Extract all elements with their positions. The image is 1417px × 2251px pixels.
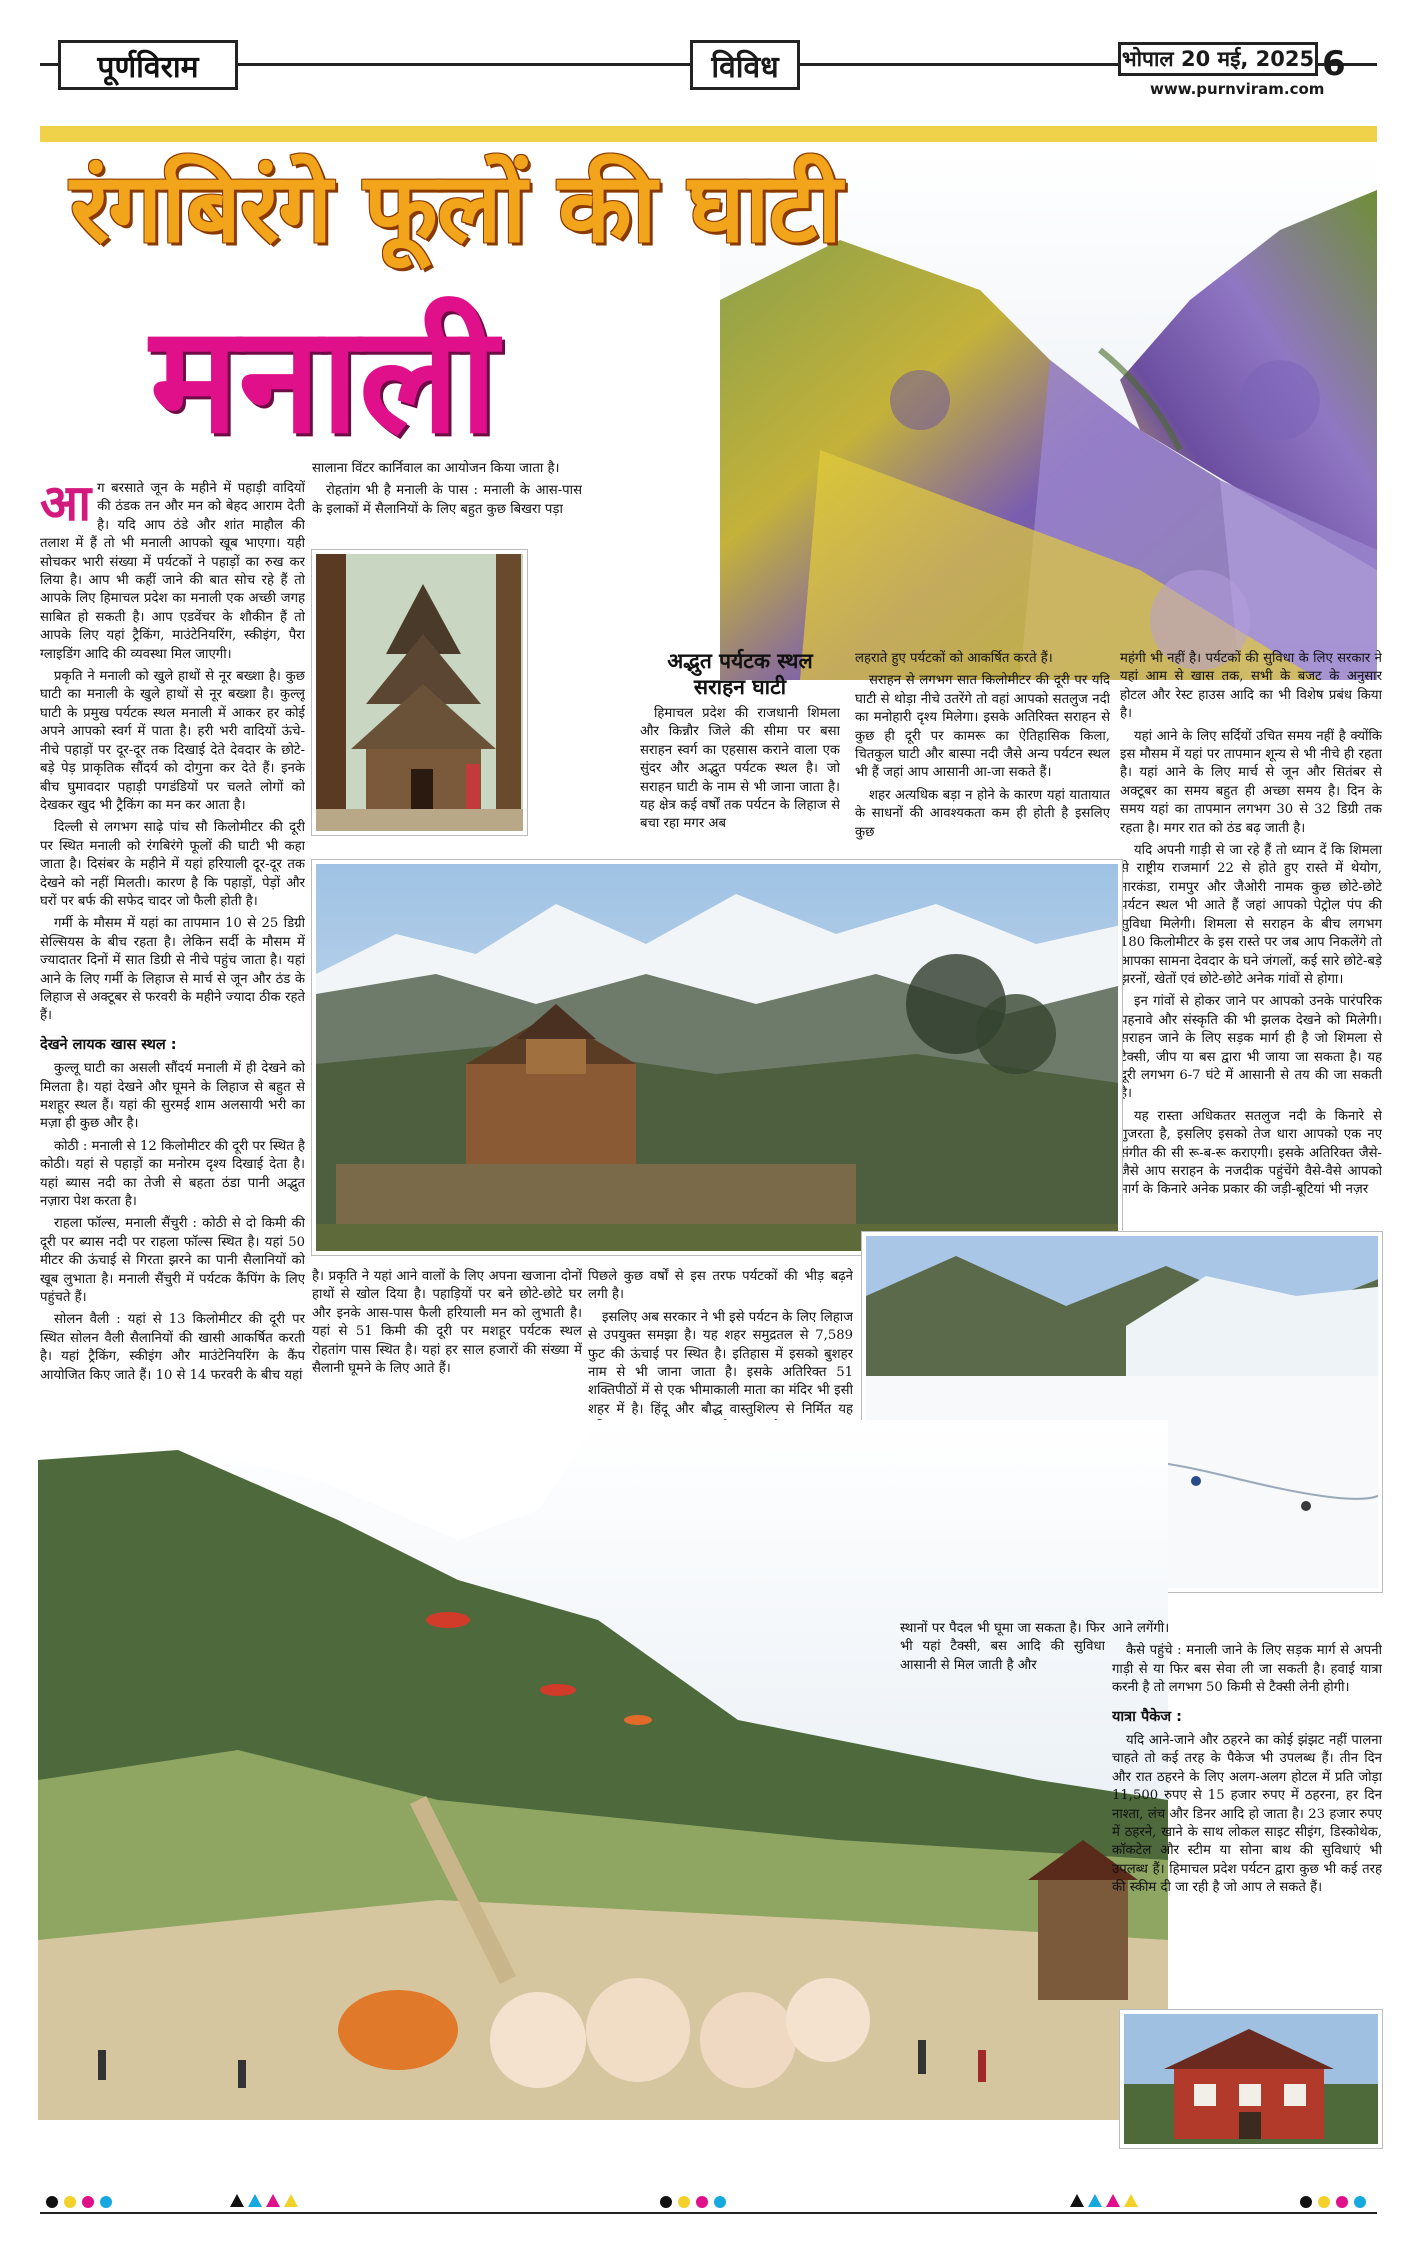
paragraph: कोठी : मनाली से 12 किलोमीटर की दूरी पर स्थित है कोठी। यहां से पहाड़ों का मनोरम दृश्य दिखाई देता है। यहां ब्यास नदी का तेजी से बहता ठंडा पानी अद्भुत नज़ारा पेश करता है। (40, 1138, 305, 1210)
registration-triangle (266, 2194, 280, 2207)
registration-dot (714, 2196, 726, 2208)
footer-rule (40, 2212, 1377, 2214)
section-box (690, 40, 800, 90)
registration-dot (1354, 2196, 1366, 2208)
box-heading-sarahan: अद्भुत पर्यटक स्थल सराहन घाटी (667, 649, 813, 699)
paragraph: पिछले कुछ वर्षों से इस तरफ पर्यटकों की भीड़ बढ़ने लगी है। (588, 1269, 853, 1303)
solang-illustration (38, 1420, 1168, 2120)
article-column-6-bottom (900, 1620, 1105, 1715)
paragraph: सोलन वैली : यहां से 13 किलोमीटर की दूरी पर स्थित सोलन वैली सैलानियों की खासी आकर्षित करती है। यहां ट्रैकिंग, स्कीइंग और माउंटेनियरिंग के कैंप आयोजित किए जाते हैं। 10 से 14 फरवरी के बीच यहां (40, 1312, 305, 1383)
subheading-package: यात्रा पैकेज : (1112, 1708, 1182, 1725)
article-column-2-top (312, 460, 582, 540)
registration-dot (696, 2196, 708, 2208)
subheading-places: देखने लायक खास स्थल : (40, 1036, 177, 1053)
headline-secondary: मनाली (150, 294, 498, 466)
registration-dot (678, 2196, 690, 2208)
registration-triangle (1088, 2194, 1102, 2207)
registration-dot (100, 2196, 112, 2208)
temple-illustration (316, 554, 527, 835)
paragraph: गर्मी के मौसम में यहां का तापमान 10 से 25 डिग्री सेल्सियस के बीच रहता है। लेकिन सर्दी के मौसम में ज्यादातर दिनों में सात डिग्री से नीचे पहुंच जाता है। यहां आने के लिए गर्मी के लिहाज से मार्च से जून और ठंड के लिहाज से अक्टूबर से फरवरी के महीने ज्यादा ठीक रहते हैं। (40, 916, 305, 1024)
registration-triangle (248, 2194, 262, 2207)
red-cottage-photo (1120, 2010, 1382, 2148)
registration-triangle (284, 2194, 298, 2207)
paragraph: यहां आने के लिए सर्दियों उचित समय नहीं है क्योंकि इस मौसम में यहां पर तापमान शून्य से भी नीचे ही रहता है। यहां आने के लिए मार्च से जून और सितंबर से अक्टूबर का समय बहुत ही अच्छा समय है। दिन के समय यहां का तापमान लगभग 30 से 32 डिग्री तक रहता है। मगर रात को ठंड बढ़ जाती है। (1120, 728, 1382, 836)
registration-dot (1336, 2196, 1348, 2208)
website-url: www.purnviram.com (1150, 80, 1325, 98)
paragraph: इन गांवों से होकर जाने पर आपको उनके पारंपरिक पहनावे और संस्कृति की भी झलक देखने को मिलेगी। सराहन जाने के लिए सड़क मार्ग ही है जो शिमला से टैक्सी, जीप या बस द्वारा भी जाया जा सकता है। यह दूरी लगभग 6-7 घंटे में आसानी से तय की जा सकती है। (1120, 994, 1382, 1102)
sarahan-temple-valley-photo (312, 860, 1122, 1255)
article-column-3-top (640, 705, 840, 845)
registration-triangle (1070, 2194, 1084, 2207)
paragraph: यदि आने-जाने और ठहरने का कोई झंझट नहीं पालना चाहते तो कई तरह के पैकेज भी उपलब्ध हैं। तीन दिन और रात ठहरने के लिए अलग-अलग होटल में प्रति जोड़ा 11,500 रुपए से 15 हजार रुपए में ठहरना, हर दिन नाश्ता, लंच और डिनर आदि हो जाता है। 23 हजार रुपए में ठहरने, खाने के साथ लोकल साइट सीइंग, डिस्कोथेक, कॉकटेल और स्टीम या सोना बाथ की सुविधाएं भी उपलब्ध हैं। हिमाचल प्रदेश पर्यटन द्वारा कुछ भी कई तरह की स्कीम दी जा रही है जो आप ले सकते हैं। (1112, 1733, 1382, 1896)
paragraph: लहराते हुए पर्यटकों को आकर्षित करते हैं। (855, 651, 1053, 666)
registration-dot (1318, 2196, 1330, 2208)
paragraph: है। प्रकृति ने यहां आने वालों के लिए अपना खजाना दोनों हाथों से खोल दिया है। पहाड़ियों पर बने छोटे-छोटे घर और इनके आस-पास फैली हरियाली मन को लुभाती है। यहां से 51 किमी की दूरी पर मशहूर पर्यटक स्थल रोहतांग पास स्थित है। यहां हर साल हजारों की संख्या में सैलानी घूमने के लिए आते हैं। (312, 1269, 582, 1377)
registration-triangle (230, 2194, 244, 2207)
registration-dot (82, 2196, 94, 2208)
article-column-4-top (855, 650, 1110, 850)
article-column-7-bottom (1112, 1620, 1382, 2000)
paragraph: कैसे पहुंचे : मनाली जाने के लिए सड़क मार्ग से अपनी गाड़ी से या फिर बस सेवा ली जा सकती है। हवाई यात्रा करनी है तो लगभग 50 किमी से टैक्सी लेनी होगी। (1112, 1643, 1382, 1696)
paragraph: स्थानों पर पैदल भी घूमा जा सकता है। फिर भी यहां टैक्सी, बस आदि की सुविधा आसानी से मिल जाती है और (900, 1621, 1105, 1673)
registration-dot (660, 2196, 672, 2208)
registration-dot (64, 2196, 76, 2208)
paragraph: शहर अत्यधिक बड़ा न होने के कारण यहां यातायात के साधनों की आवश्यकता कम ही होती है इसलिए कुछ (855, 787, 1110, 840)
paragraph: दिल्ली से लगभग साढ़े पांच सौ किलोमीटर की दूरी पर स्थित मनाली को रंगबिरंगे फूलों की घाटी भी कहा जाता है। दिसंबर के महीने में यहां हरियाली दूर-दूर तक देखने को नहीं मिलती। कारण है कि पहाड़ों, पेड़ों और घरों पर बर्फ की सफेद चादर जो फैली होती है। (40, 820, 305, 909)
valley-illustration (316, 864, 1122, 1255)
paragraph: कुल्लू घाटी का असली सौंदर्य मनाली में ही देखने को मिलता है। यहां देखने और घूमने के लिहाज से बहुत से मशहूर स्थल हैं। यहां की सुरमई शाम अलसायी भरी का मज़ा ही कुछ और है। (40, 1061, 305, 1132)
page-number: 6 (1322, 44, 1346, 84)
headline-primary: रंगबिरंगे फूलों की घाटी (70, 152, 841, 264)
article-column-5 (1120, 650, 1382, 1225)
paragraph: यदि अपनी गाड़ी से जा रहे हैं तो ध्यान दें कि शिमला से राष्ट्रीय राजमार्ग 22 से होते हुए रास्ते में थेयोग, नारकंडा, रामपुर और जैओरी नामक कुछ छोटे-छोटे पर्यटन स्थल भी आते हैं जहां आपको पेट्रोल पंप की सुविधा मिलेगी। शिमला से सराहन के बीच लगभग 180 किलोमीटर के इस रास्ते पर जब आप निकलेंगे तो आपका सामना देवदार के घने जंगलों, कई सारे छोटे-बड़े झरनों, खेतों एवं छोटे-छोटे अनेक गांवों से होगा। (1120, 843, 1382, 987)
cottage-illustration (1124, 2014, 1382, 2148)
paragraph: राहला फॉल्स, मनाली सैंचुरी : कोठी से दो किमी की दूरी पर ब्यास नदी पर राहला फॉल्स स्थित है। यहां 50 मीटर की ऊंचाई से गिरता झरने का पानी सैलानियों को खूब लुभाता है। मनाली सैंचुरी में पर्यटक कैंपिंग के लिए पहुंचते हैं। (40, 1216, 305, 1306)
logo-box (58, 40, 238, 90)
article-column-2-bottom (312, 1268, 582, 1408)
newspaper-logo: पूर्णविराम (97, 49, 199, 85)
paragraph: महंगी भी नहीं है। पर्यटकों की सुविधा के लिए सरकार ने यहां आम से खास तक, सभी के बजट के अनुसार होटल और रेस्ट हाउस आदि का भी विशेष प्रबंध किया है। (1120, 651, 1382, 722)
paragraph: रोहतांग भी है मनाली के पास : मनाली के आस-पास के इलाकों में सैलानियों के लिए बहुत कुछ बिखरा पड़ा (312, 483, 582, 517)
registration-triangle (1106, 2194, 1120, 2207)
registration-triangle (1124, 2194, 1138, 2207)
article-column-1 (40, 480, 305, 1400)
registration-dot (46, 2196, 58, 2208)
paragraph: इसलिए अब सरकार ने भी इसे पर्यटन के लिए लिहाज से उपयुक्त समझा है। यह शहर समुद्रतल से 7,589 फुट की ऊंचाई पर स्थित है। इतिहास में इसको बुशहर नाम से भी जाना जाता है। इसके अतिरिक्त 51 शक्तिपीठों में से एक भीमाकाली माता का मंदिर भी इसी शहर में है। हिंदू और बौद्ध वास्तुशिल्प से निर्मित यह (588, 1309, 853, 1417)
paragraph: आने लगेंगी। (1112, 1621, 1170, 1636)
paragraph: ग बरसाते जून के महीने में पहाड़ी वादियों की ठंडक तन और मन को बेहद आराम देती है। यदि आप ठंडे और शांत माहौल की तलाश में हैं तो भी मनाली आपको खूब भाएगा। यही सोचकर भारी संख्या में पर्यटकों ने पहाड़ों का रुख कर लिया है। आप भी कहीं जाने की बात सोच रहे हैं तो आपके लिए हिमाचल प्रदेश का मनाली एक अच्छी जगह साबित हो सकती है। आप एडवेंचर के शौकीन हैं तो आपके लिए यहां ट्रैकिंग, माउंटेनियरिंग, स्कीइंग, पैरा ग्लाइडिंग आदि की व्यवस्था मिल जाएगी। (40, 481, 305, 662)
hadimba-temple-photo (312, 550, 527, 835)
paragraph: हिमाचल प्रदेश की राजधानी शिमला और किन्नौर जिले की सीमा पर बसा सराहन स्वर्ग का एहसास कराने वाला एक सुंदर और अद्भुत पर्यटक स्थल है। जो सराहन घाटी के नाम से भी जाना जाता है। यह क्षेत्र कई वर्षों तक पर्यटन के लिहाज से बचा रहा मगर अब (640, 706, 840, 832)
paragraph: सराहन से लगभग सात किलोमीटर की दूरी पर यदि घाटी से थोड़ा नीचे उतरेंगे तो वहां आपको सतलुज नदी का मनोहारी दृश्य मिलेगा। इसके अतिरिक्त सराहन से कुछ ही दूरी पर कामरू का ऐतिहासिक किला, चितकुल घाटी और बास्पा नदी जैसे अन्य पर्यटन स्थल भी हैं जहां आप आसानी आ-जा सकते हैं। (855, 673, 1110, 781)
issue-date: भोपाल 20 मई, 2025 (1121, 47, 1315, 71)
registration-dot (1300, 2196, 1312, 2208)
print-registration-strip (40, 2190, 1377, 2214)
section-title: विविध (711, 49, 779, 85)
header-band (40, 126, 1377, 142)
date-box (1118, 42, 1318, 76)
paragraph: सालाना विंटर कार्निवाल का आयोजन किया जाता है। (312, 461, 560, 476)
masthead (0, 0, 1417, 120)
drop-cap: आ (40, 480, 92, 532)
paragraph: यह रास्ता अधिकतर सतलुज नदी के किनारे से गुजरता है, इसलिए इसको तेज धारा आपको एक नए संगीत की सी रू-ब-रू कराएगी। इसके अतिरिक्त जैसे-जैसे आप सराहन के नजदीक पहुंचेंगे वैसे-वैसे आपको मार्ग के किनारे अनेक प्रकार की जड़ी-बूटियां भी नज़र (1120, 1108, 1382, 1198)
paragraph: प्रकृति ने मनाली को खुले हाथों से नूर बख्शा है। कुछ घाटी का मनाली के खुले हाथों से नूर बख्शा है। कुल्लू घाटी के प्रमुख पर्यटक स्थल मनाली में आकर हर कोई अपने आपको स्वर्ग में पाता है। हरी भरी वादियों ऊंचे-नीचे पहाड़ों पर दूर-दूर तक दिखाई देते देवदार के छोटे-बड़े पेड़ प्राकृतिक सौंदर्य को दोगुना कर देते हैं। इनके बीच घुमावदार पहाड़ी पगडंडियों पर चलते लोगों को देखकर खुद भी ट्रैकिंग का मन कर आता है। (40, 669, 305, 813)
solang-valley-paragliding-photo (38, 1420, 1168, 2120)
